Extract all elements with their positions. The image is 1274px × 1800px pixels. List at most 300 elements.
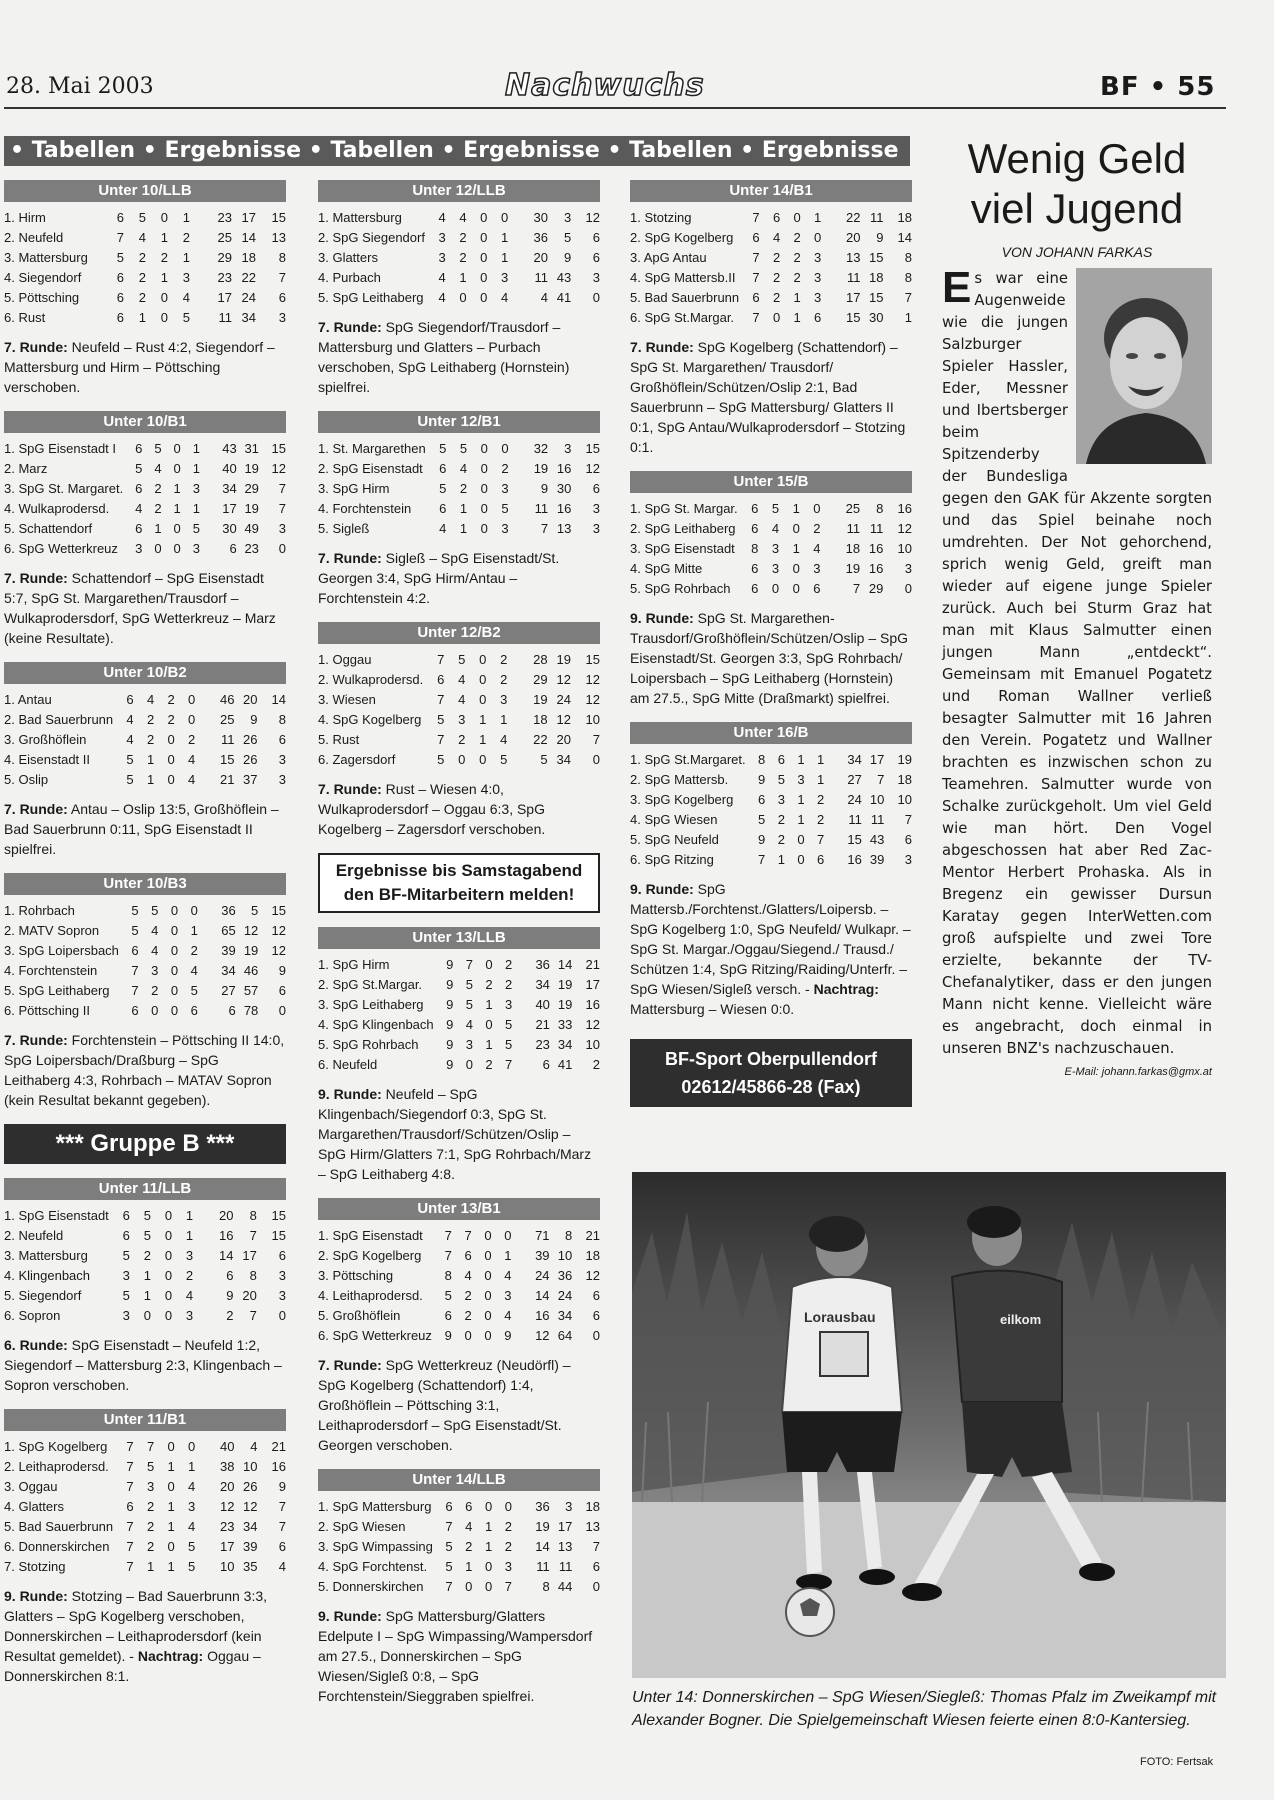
stat-cell: 3 (458, 711, 466, 727)
team-name: 5. Schattendorf (4, 520, 93, 536)
team-name: 3. SpG Kogelberg (630, 791, 734, 807)
table-row (318, 749, 600, 769)
table-row (4, 307, 286, 327)
stat-cell: 19 (845, 560, 861, 576)
stat-cell: 2 (504, 1518, 512, 1534)
stat-cell: 15 (847, 831, 862, 847)
stat-cell: 3 (500, 269, 509, 285)
table-title: Unter 10/LLB (4, 180, 286, 202)
stat-cell: 11 (534, 500, 549, 516)
stat-cell: 8 (249, 1207, 257, 1223)
stat-cell: 12 (243, 1498, 258, 1514)
stat-cell: 5 (187, 1538, 196, 1554)
table-row (4, 1436, 286, 1456)
standings-table (318, 649, 600, 769)
table-row (4, 1556, 286, 1576)
stat-cell: 0 (278, 1002, 286, 1018)
team-name: 2. Neufeld (4, 229, 64, 245)
stat-cell: 2 (504, 1538, 512, 1554)
team-name: 7. Stotzing (4, 1558, 66, 1574)
stat-cell: 2 (500, 651, 508, 667)
stat-cell: 3 (278, 1287, 286, 1303)
stat-cell: 11 (870, 209, 884, 225)
stat-cell: 46 (219, 691, 235, 707)
stat-cell: 1 (167, 1458, 175, 1474)
table-row (318, 227, 600, 247)
team-name: 3. SpG Eisenstadt (630, 540, 735, 556)
stat-cell: 0 (485, 1016, 493, 1032)
team-name: 3. Mattersburg (4, 1247, 88, 1263)
stat-cell: 3 (438, 229, 446, 245)
stat-cell: 12 (585, 460, 600, 476)
team-name: 1. Hirm (4, 209, 46, 225)
stat-cell: 5 (505, 1016, 513, 1032)
stat-cell: 9 (250, 711, 258, 727)
stat-cell: 0 (164, 1287, 173, 1303)
stat-cell: 26 (243, 1478, 258, 1494)
stat-cell: 6 (226, 1267, 234, 1283)
team-name: 5. Bad Sauerbrunn (630, 289, 740, 305)
stat-cell: 5 (122, 1287, 130, 1303)
stat-cell: 0 (592, 289, 600, 305)
stat-cell: 20 (533, 249, 548, 265)
stat-cell: 39 (535, 1247, 550, 1263)
stat-cell: 6 (116, 309, 124, 325)
table-row (4, 267, 286, 287)
table-row (4, 438, 286, 458)
results-text: 7. Runde: Sigleß – SpG Eisenstadt/St. Georgen 3:4, SpG Hirm/Antau – Forchtenstein 4:2. (318, 550, 560, 606)
stat-cell: 24 (535, 1267, 550, 1283)
stat-cell: 30 (556, 480, 572, 496)
results-text: 9. Runde: SpG St. Margarethen-Trausdorf/Großhöflein/Schützen/Oslip – SpG Eisenstadt/St. Georgen 3:3, SpG Rohrbach/ Loipersbach – SpG Leithaberg (Hornstein) am 27.5., SpG Mitte (Draßmarkt) spielfrei. (630, 610, 909, 706)
stat-cell: 3 (465, 1036, 473, 1052)
stat-cell: 7 (758, 851, 766, 867)
stat-cell: 15 (271, 440, 286, 456)
team-name: 5. Oslip (4, 771, 49, 787)
stat-cell: 5 (439, 480, 447, 496)
stat-cell: 6 (752, 229, 760, 245)
table-row (630, 227, 912, 247)
stat-cell: 17 (557, 1518, 573, 1534)
stat-cell: 7 (465, 956, 473, 972)
stat-cell: 0 (160, 289, 168, 305)
stat-cell: 2 (146, 731, 155, 747)
stat-cell: 7 (904, 289, 912, 305)
stat-cell: 1 (160, 269, 168, 285)
stat-cell: 0 (170, 1002, 179, 1018)
team-name: 4. Purbach (318, 269, 381, 285)
stat-cell: 0 (173, 440, 181, 456)
stat-cell: 7 (444, 1247, 452, 1263)
stat-cell: 1 (187, 1458, 196, 1474)
stat-cell: 30 (869, 309, 884, 325)
stat-cell: 0 (167, 731, 175, 747)
team-name: 2. SpG Kogelberg (630, 229, 734, 245)
stat-cell: 16 (868, 540, 884, 556)
stat-cell: 1 (797, 811, 805, 827)
table-title: Unter 13/LLB (318, 927, 600, 949)
stat-cell: 0 (480, 500, 488, 516)
stat-cell: 1 (484, 1538, 493, 1554)
stat-cell: 8 (444, 1267, 452, 1283)
stat-cell: 13 (845, 249, 861, 265)
article-byline: VON JOHANN FARKAS (1001, 244, 1153, 260)
stat-cell: 0 (173, 540, 181, 556)
author-portrait (1076, 268, 1212, 464)
table-row (318, 247, 600, 267)
stat-cell: 2 (772, 269, 781, 285)
results-text: 7. Runde: Schattendorf – SpG Eisenstadt 5:7, SpG St. Margarethen/Trausdorf – Wulkaprodersdorf, SpG Wetterkreuz – Marz (keine Resultate). (4, 570, 276, 646)
table-row (318, 498, 600, 518)
stat-cell: 2 (138, 269, 146, 285)
stat-cell: 24 (557, 1287, 573, 1303)
stat-cell: 3 (135, 540, 143, 556)
standings-table (318, 1496, 600, 1596)
stat-cell: 5 (458, 651, 466, 667)
stat-cell: 4 (146, 691, 155, 707)
stat-cell: 3 (501, 480, 509, 496)
stat-cell: 17 (869, 751, 885, 767)
stat-cell: 64 (557, 1327, 573, 1343)
stat-cell: 12 (243, 922, 259, 938)
stat-cell: 0 (485, 956, 493, 972)
stat-cell: 1 (192, 440, 200, 456)
team-name: 2. Bad Sauerbrunn (4, 711, 114, 727)
standings-block (318, 927, 600, 1184)
stat-cell: 18 (869, 269, 884, 285)
stat-cell: 3 (777, 791, 785, 807)
article-body-wrap (942, 263, 1212, 1060)
stat-cell: 14 (535, 1538, 550, 1554)
stat-cell: 1 (192, 500, 200, 516)
table-row (318, 1034, 600, 1054)
stat-cell: 7 (126, 1458, 134, 1474)
stat-cell: 7 (505, 1056, 513, 1072)
stat-cell: 0 (143, 1307, 151, 1323)
stat-cell: 11 (846, 269, 861, 285)
stat-cell: 5 (135, 460, 143, 476)
stat-cell: 1 (190, 922, 198, 938)
stat-cell: 6 (278, 731, 286, 747)
stat-cell: 13 (585, 1518, 600, 1534)
stat-cell: 1 (138, 309, 146, 325)
stat-cell: 6 (751, 580, 759, 596)
stat-cell: 7 (249, 1227, 257, 1243)
stat-cell: 0 (479, 751, 487, 767)
table-row (630, 498, 912, 518)
stat-cell: 2 (146, 711, 155, 727)
article (942, 134, 1212, 1078)
table-title: Unter 14/B1 (630, 180, 912, 202)
stat-cell: 4 (182, 289, 190, 305)
stat-cell: 15 (271, 1207, 286, 1223)
standings-table (318, 438, 600, 538)
stat-cell: 2 (464, 1287, 472, 1303)
table-row (4, 1516, 286, 1536)
team-name: 3. SpG Wimpassing (318, 1538, 433, 1554)
standings-table (318, 954, 600, 1074)
stat-cell: 19 (533, 460, 549, 476)
table-row (318, 974, 600, 994)
stat-cell: 1 (173, 500, 181, 516)
table-row (318, 709, 600, 729)
stat-cell: 36 (535, 956, 550, 972)
stat-cell: 43 (556, 269, 572, 285)
stat-cell: 0 (187, 691, 196, 707)
stat-cell: 5 (146, 1458, 155, 1474)
stat-cell: 17 (585, 976, 600, 992)
stat-cell: 6 (126, 691, 134, 707)
stat-cell: 24 (847, 791, 862, 807)
table-row (630, 247, 912, 267)
table-row (318, 458, 600, 478)
stat-cell: 10 (897, 540, 912, 556)
stat-cell: 12 (556, 671, 571, 687)
stat-cell: 8 (249, 1267, 257, 1283)
table-title: Unter 13/B1 (318, 1198, 600, 1220)
stat-cell: 6 (904, 831, 912, 847)
stat-cell: 7 (817, 831, 825, 847)
stat-cell: 7 (464, 1227, 472, 1243)
stat-cell: 9 (278, 962, 286, 978)
stat-cell: 1 (500, 229, 509, 245)
stat-cell: 17 (219, 1538, 235, 1554)
stat-cell: 6 (592, 249, 600, 265)
stat-cell: 7 (126, 1518, 134, 1534)
team-name: 3. Glatters (318, 249, 378, 265)
stat-cell: 20 (219, 1207, 234, 1223)
stat-cell: 1 (143, 1287, 151, 1303)
stat-cell: 7 (752, 309, 760, 325)
stat-cell: 6 (135, 440, 143, 456)
stat-cell: 21 (585, 956, 600, 972)
stat-cell: 6 (813, 580, 821, 596)
table-row (4, 498, 286, 518)
stat-cell: 6 (126, 1498, 134, 1514)
stat-cell: 6 (135, 520, 143, 536)
team-name: 2. Leithaprodersd. (4, 1458, 109, 1474)
stat-cell: 18 (845, 540, 861, 556)
stat-cell: 6 (813, 309, 822, 325)
stat-cell: 17 (222, 500, 237, 516)
stat-cell: 2 (226, 1307, 234, 1323)
stat-cell: 20 (219, 1478, 235, 1494)
standings-table (630, 498, 912, 598)
stat-cell: 1 (793, 289, 801, 305)
table-row (318, 438, 600, 458)
stat-cell: 11 (869, 520, 884, 536)
stat-cell: 6 (278, 1538, 286, 1554)
stat-cell: 3 (278, 1267, 286, 1283)
stat-cell: 2 (793, 269, 801, 285)
stat-cell: 6 (228, 1002, 236, 1018)
stat-cell: 5 (564, 229, 572, 245)
stat-cell: 9 (226, 1287, 234, 1303)
stat-cell: 2 (817, 811, 825, 827)
results-text: 7. Runde: SpG Siegendorf/Trausdorf – Mattersburg und Glatters – Purbach verschoben, SpG Leithaberg (Hornstein) spielfrei. (318, 319, 570, 395)
table-title: Unter 12/B2 (318, 622, 600, 644)
standings-table (630, 207, 912, 327)
stat-cell: 5 (758, 811, 766, 827)
stat-cell: 1 (792, 500, 800, 516)
stat-cell: 0 (793, 209, 801, 225)
stat-cell: 3 (904, 851, 912, 867)
stat-cell: 34 (222, 480, 237, 496)
stat-cell: 5 (501, 500, 509, 516)
stat-cell: 6 (758, 791, 766, 807)
team-name: 3. Pöttsching (318, 1267, 394, 1283)
table-row (318, 1516, 600, 1536)
team-name: 4. Glatters (4, 1498, 64, 1514)
stat-cell: 36 (533, 229, 548, 245)
stat-cell: 19 (244, 500, 259, 516)
stat-cell: 4 (459, 460, 468, 476)
stat-cell: 2 (465, 1538, 473, 1554)
table-title: Unter 12/B1 (318, 411, 600, 433)
stat-cell: 5 (771, 500, 780, 516)
stat-cell: 0 (771, 580, 780, 596)
team-name: 6. Sopron (4, 1307, 61, 1323)
stat-cell: 6 (278, 982, 286, 998)
stat-cell: 22 (533, 731, 548, 747)
team-name: 1. SpG Eisenstadt (4, 1207, 109, 1223)
team-name: 3. SpG Leithaberg (318, 996, 424, 1012)
stat-cell: 12 (535, 1327, 550, 1343)
table-row (4, 1265, 286, 1285)
stat-cell: 2 (143, 1247, 151, 1263)
stat-cell: 6 (817, 851, 825, 867)
stat-cell: 7 (249, 1307, 257, 1323)
stat-cell: 0 (164, 1267, 173, 1283)
table-row (4, 1536, 286, 1556)
stat-cell: 10 (585, 1036, 600, 1052)
team-name: 4. SpG Klingenbach (318, 1016, 434, 1032)
stat-cell: 7 (131, 982, 139, 998)
stat-cell: 5 (182, 309, 190, 325)
stat-cell: 41 (556, 289, 572, 305)
stat-cell: 4 (187, 1518, 196, 1534)
stat-cell: 10 (243, 1458, 258, 1474)
stat-cell: 5 (151, 902, 159, 918)
stat-cell: 40 (535, 996, 550, 1012)
stat-cell: 8 (564, 1227, 573, 1243)
article-title: Wenig Geld viel Jugend (967, 135, 1187, 232)
stat-cell: 40 (219, 1438, 235, 1454)
stat-cell: 40 (222, 460, 237, 476)
team-name: 1. Stotzing (630, 209, 692, 225)
stat-cell: 9 (446, 956, 454, 972)
stat-cell: 29 (244, 480, 259, 496)
stat-cell: 0 (480, 480, 488, 496)
stat-cell: 30 (222, 520, 237, 536)
table-row (4, 1285, 286, 1305)
stat-cell: 0 (501, 440, 509, 456)
stat-cell: 3 (278, 751, 286, 767)
match-photo (632, 1172, 1226, 1678)
stat-cell: 1 (143, 1267, 151, 1283)
stat-cell: 4 (187, 751, 196, 767)
table-row (630, 578, 912, 598)
stat-cell: 21 (585, 1227, 600, 1243)
stat-cell: 2 (777, 811, 785, 827)
stat-cell: 11 (846, 520, 861, 536)
stat-cell: 6 (439, 460, 447, 476)
table-row (4, 980, 286, 1000)
stat-cell: 14 (535, 1287, 550, 1303)
stat-cell: 0 (173, 460, 181, 476)
stat-cell: 4 (813, 540, 821, 556)
stat-cell: 7 (752, 209, 760, 225)
stat-cell: 35 (243, 1558, 258, 1574)
team-name: 4. SpG Kogelberg (318, 711, 422, 727)
stat-cell: 16 (556, 500, 572, 516)
table-row (630, 829, 912, 849)
table-row (4, 709, 286, 729)
standings-table (318, 1225, 600, 1345)
stat-cell: 4 (187, 771, 196, 787)
stat-cell: 1 (485, 1036, 493, 1052)
table-row (630, 749, 912, 769)
stat-cell: 15 (845, 309, 861, 325)
stat-cell: 2 (500, 671, 508, 687)
table-row (318, 954, 600, 974)
stat-cell: 34 (535, 976, 550, 992)
team-name: 4. Klingenbach (4, 1267, 91, 1283)
stat-cell: 0 (464, 1327, 472, 1343)
table-row (4, 1496, 286, 1516)
table-row (4, 749, 286, 769)
stat-cell: 0 (151, 1002, 159, 1018)
stat-cell: 0 (797, 851, 805, 867)
stat-cell: 3 (813, 560, 821, 576)
team-name: 5. Sigleß (318, 520, 370, 536)
stat-cell: 0 (170, 962, 179, 978)
table-title: Unter 10/B3 (4, 873, 286, 895)
team-name: 2. SpG Kogelberg (318, 1247, 422, 1263)
stat-cell: 4 (500, 731, 508, 747)
stat-cell: 6 (278, 289, 286, 305)
team-name: 3. Wiesen (318, 691, 376, 707)
team-name: 6. Zagersdorf (318, 751, 396, 767)
stat-cell: 1 (146, 751, 155, 767)
standings-block (4, 662, 286, 859)
team-name: 3. Mattersburg (4, 249, 88, 265)
stat-cell: 2 (464, 1307, 472, 1323)
stat-cell: 2 (146, 1498, 155, 1514)
table-row (4, 769, 286, 789)
column-1 (4, 180, 286, 1700)
stat-cell: 0 (164, 1247, 173, 1263)
stat-cell: 15 (219, 751, 235, 767)
stat-cell: 20 (556, 731, 571, 747)
stat-cell: 10 (219, 1558, 235, 1574)
stat-cell: 6 (772, 209, 781, 225)
stat-cell: 1 (792, 540, 800, 556)
stat-cell: 4 (438, 289, 446, 305)
stat-cell: 23 (244, 540, 259, 556)
stat-cell: 7 (877, 771, 885, 787)
standings-block (4, 180, 286, 397)
stat-cell: 1 (817, 771, 825, 787)
stat-cell: 2 (813, 520, 821, 536)
stat-cell: 39 (243, 1538, 258, 1554)
stat-cell: 12 (271, 460, 286, 476)
stat-cell: 19 (244, 460, 259, 476)
table-row (318, 518, 600, 538)
stat-cell: 1 (777, 851, 785, 867)
stat-cell: 5 (445, 1558, 453, 1574)
stat-cell: 36 (535, 1498, 550, 1514)
